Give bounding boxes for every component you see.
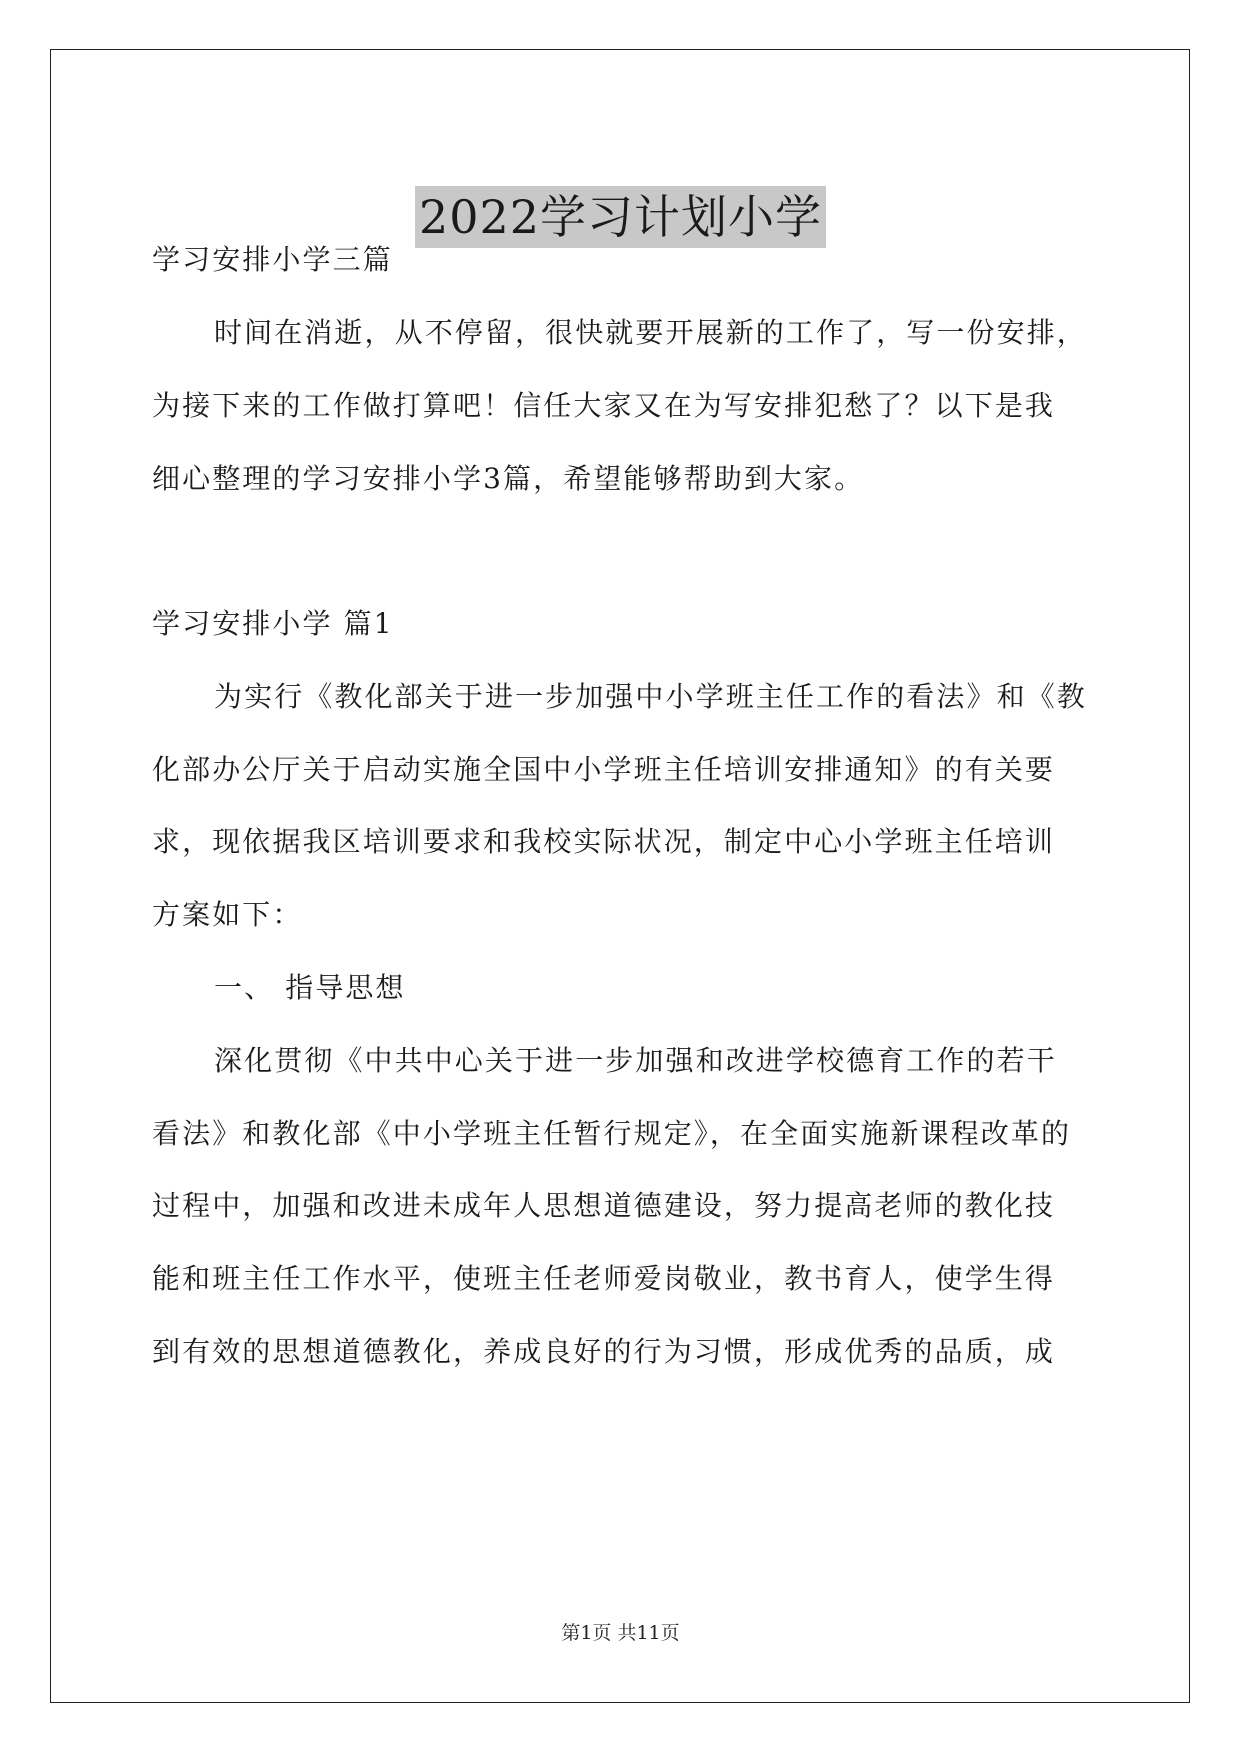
document-title: 2022学习计划小学 [415,186,826,248]
paragraph-line: 为实行《教化部关于进一步加强中小学班主任工作的看法》和《教 [214,680,1087,713]
paragraph-line: 为接下来的工作做打算吧！信任大家又在为写安排犯愁了？以下是我 [152,389,1056,422]
paragraph-line: 看法》和教化部《中小学班主任暂行规定》，在全面实施新课程改革的 [152,1117,1072,1150]
paragraph-line: 时间在消逝，从不停留，很快就要开展新的工作了，写一份安排， [214,316,1087,349]
paragraph-line: 深化贯彻《中共中心关于进一步加强和改进学校德育工作的若干 [214,1044,1057,1077]
subtitle-three-articles: 学习安排小学三篇 [152,243,393,276]
paragraph-line: 方案如下： [152,898,303,931]
page-number-footer: 第1页 共11页 [561,1622,680,1644]
paragraph-line: 过程中，加强和改进未成年人思想道德建设，努力提高老师的教化技 [152,1189,1056,1222]
paragraph-line: 细心整理的学习安排小学3篇，希望能够帮助到大家。 [152,462,865,495]
section-heading-article-1: 学习安排小学 篇1 [152,607,394,640]
paragraph-line: 到有效的思想道德教化，养成良好的行为习惯，形成优秀的品质，成 [152,1335,1056,1368]
paragraph-line: 化部办公厅关于启动实施全国中小学班主任培训安排通知》的有关要 [152,753,1056,786]
section-heading-guiding-ideology: 一、 指导思想 [214,971,406,1004]
paragraph-line: 能和班主任工作水平，使班主任老师爱岗敬业，教书育人，使学生得 [152,1262,1056,1295]
page-border [50,49,1190,1703]
paragraph-line: 求，现依据我区培训要求和我校实际状况，制定中心小学班主任培训 [152,825,1056,858]
